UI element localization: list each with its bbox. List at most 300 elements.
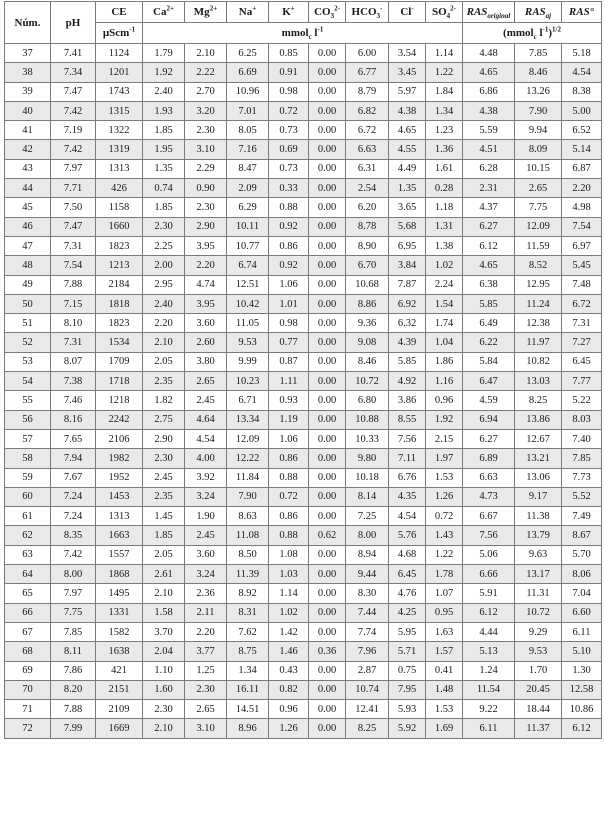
- cell-ras-o: 7.54: [562, 217, 602, 236]
- cell-ras-o: 6.97: [562, 236, 602, 255]
- cell-num: 64: [5, 565, 51, 584]
- cell-ras-aj: 9.53: [515, 642, 562, 661]
- cell-ca: 2.10: [143, 584, 185, 603]
- cell-num: 55: [5, 391, 51, 410]
- cell-num: 72: [5, 719, 51, 738]
- cell-ca: 3.70: [143, 622, 185, 641]
- cell-ph: 8.11: [51, 642, 96, 661]
- cell-num: 61: [5, 507, 51, 526]
- cell-ce: 1453: [96, 487, 143, 506]
- cell-ras-o: 6.52: [562, 121, 602, 140]
- cell-hco3: 6.00: [346, 44, 389, 63]
- cell-ras-original: 4.65: [463, 256, 515, 275]
- cell-na: 11.39: [227, 565, 269, 584]
- cell-ce: 1319: [96, 140, 143, 159]
- header-so4: $SO_4^{2-}$: [426, 2, 463, 23]
- cell-k: 0.82: [269, 680, 309, 699]
- cell-so4: 1.63: [426, 622, 463, 641]
- cell-co3: 0.00: [309, 294, 346, 313]
- cell-co3: 0.00: [309, 410, 346, 429]
- cell-ph: 7.86: [51, 661, 96, 680]
- cell-ras-o: 4.98: [562, 198, 602, 217]
- cell-ras-o: 5.45: [562, 256, 602, 275]
- cell-ras-o: 5.00: [562, 101, 602, 120]
- header-ca: $Ca^{2+}$: [143, 2, 185, 23]
- cell-ras-o: 7.04: [562, 584, 602, 603]
- cell-ras-o: 6.12: [562, 719, 602, 738]
- cell-ca: 2.40: [143, 82, 185, 101]
- cell-ce: 1823: [96, 236, 143, 255]
- cell-num: 59: [5, 468, 51, 487]
- cell-co3: 0.00: [309, 198, 346, 217]
- cell-co3: 0.00: [309, 179, 346, 198]
- cell-ras-o: 5.14: [562, 140, 602, 159]
- table-row: [5, 101, 602, 120]
- cell-ce: 1638: [96, 642, 143, 661]
- header-ras-unit: (mmol$_c$ $l^{-1})^{1/2}$: [463, 23, 602, 44]
- cell-ras-aj: 12.95: [515, 275, 562, 294]
- cell-mg: 2.29: [185, 159, 227, 178]
- cell-ca: 1.79: [143, 44, 185, 63]
- cell-hco3: 8.00: [346, 526, 389, 545]
- cell-ce: 1213: [96, 256, 143, 275]
- cell-cl: 4.68: [389, 545, 426, 564]
- cell-mg: 1.25: [185, 661, 227, 680]
- cell-ce: 1663: [96, 526, 143, 545]
- cell-ce: 426: [96, 179, 143, 198]
- cell-k: 0.93: [269, 391, 309, 410]
- cell-mg: 2.45: [185, 526, 227, 545]
- cell-ras-aj: 11.97: [515, 333, 562, 352]
- cell-ca: 2.05: [143, 545, 185, 564]
- cell-num: 70: [5, 680, 51, 699]
- cell-ras-o: 1.30: [562, 661, 602, 680]
- cell-ras-original: 9.22: [463, 700, 515, 719]
- cell-mg: 3.10: [185, 719, 227, 738]
- cell-ras-o: 8.67: [562, 526, 602, 545]
- table-row: [5, 700, 602, 719]
- cell-co3: 0.00: [309, 372, 346, 391]
- cell-hco3: 8.79: [346, 82, 389, 101]
- cell-ca: 2.30: [143, 217, 185, 236]
- cell-mg: 2.65: [185, 700, 227, 719]
- cell-na: 8.50: [227, 545, 269, 564]
- cell-ce: 421: [96, 661, 143, 680]
- cell-so4: 1.14: [426, 44, 463, 63]
- cell-cl: 7.95: [389, 680, 426, 699]
- cell-so4: 1.18: [426, 198, 463, 217]
- cell-k: 1.46: [269, 642, 309, 661]
- cell-k: 1.06: [269, 275, 309, 294]
- cell-na: 6.69: [227, 63, 269, 82]
- cell-num: 71: [5, 700, 51, 719]
- cell-na: 8.92: [227, 584, 269, 603]
- cell-mg: 3.24: [185, 487, 227, 506]
- header-ras-o: RAS°: [562, 2, 602, 23]
- cell-num: 39: [5, 82, 51, 101]
- cell-hco3: 7.96: [346, 642, 389, 661]
- cell-so4: 1.74: [426, 314, 463, 333]
- cell-num: 68: [5, 642, 51, 661]
- cell-ph: 7.88: [51, 275, 96, 294]
- cell-ca: 2.00: [143, 256, 185, 275]
- cell-ras-o: 6.87: [562, 159, 602, 178]
- cell-na: 8.47: [227, 159, 269, 178]
- cell-na: 16.11: [227, 680, 269, 699]
- cell-co3: 0.00: [309, 429, 346, 448]
- cell-num: 63: [5, 545, 51, 564]
- cell-hco3: 7.25: [346, 507, 389, 526]
- cell-so4: 1.53: [426, 700, 463, 719]
- cell-ras-o: 6.45: [562, 352, 602, 371]
- cell-ce: 2106: [96, 429, 143, 448]
- cell-na: 14.51: [227, 700, 269, 719]
- cell-mg: 2.70: [185, 82, 227, 101]
- cell-hco3: 6.77: [346, 63, 389, 82]
- cell-ph: 7.47: [51, 82, 96, 101]
- cell-mg: 3.80: [185, 352, 227, 371]
- cell-hco3: 7.74: [346, 622, 389, 641]
- cell-ras-aj: 13.17: [515, 565, 562, 584]
- cell-cl: 4.39: [389, 333, 426, 352]
- cell-ce: 1660: [96, 217, 143, 236]
- cell-ras-aj: 9.94: [515, 121, 562, 140]
- cell-ras-original: 5.84: [463, 352, 515, 371]
- cell-ce: 1313: [96, 507, 143, 526]
- cell-ras-o: 6.11: [562, 622, 602, 641]
- cell-hco3: 6.20: [346, 198, 389, 217]
- cell-cl: 6.76: [389, 468, 426, 487]
- cell-co3: 0.00: [309, 507, 346, 526]
- cell-ce: 1743: [96, 82, 143, 101]
- cell-hco3: 6.82: [346, 101, 389, 120]
- cell-cl: 5.92: [389, 719, 426, 738]
- cell-ph: 7.31: [51, 236, 96, 255]
- cell-ca: 2.30: [143, 449, 185, 468]
- cell-cl: 0.75: [389, 661, 426, 680]
- cell-ras-aj: 18.44: [515, 700, 562, 719]
- cell-ras-original: 4.37: [463, 198, 515, 217]
- cell-na: 8.96: [227, 719, 269, 738]
- cell-ras-aj: 7.75: [515, 198, 562, 217]
- cell-ras-original: 2.31: [463, 179, 515, 198]
- cell-so4: 1.86: [426, 352, 463, 371]
- table-row: [5, 159, 602, 178]
- cell-co3: 0.00: [309, 159, 346, 178]
- table-header: [5, 2, 602, 44]
- cell-cl: 4.35: [389, 487, 426, 506]
- header-ce: CE: [96, 2, 143, 23]
- cell-na: 10.42: [227, 294, 269, 313]
- cell-ph: 7.34: [51, 63, 96, 82]
- water-chemistry-table: [4, 1, 602, 739]
- cell-ras-aj: 7.85: [515, 44, 562, 63]
- cell-co3: 0.00: [309, 719, 346, 738]
- cell-ras-o: 7.48: [562, 275, 602, 294]
- cell-ras-o: 8.03: [562, 410, 602, 429]
- cell-co3: 0.00: [309, 140, 346, 159]
- cell-mg: 2.30: [185, 198, 227, 217]
- cell-ras-original: 6.86: [463, 82, 515, 101]
- cell-ce: 1557: [96, 545, 143, 564]
- table-row: [5, 487, 602, 506]
- table-row: [5, 294, 602, 313]
- cell-mg: 4.54: [185, 429, 227, 448]
- cell-so4: 0.41: [426, 661, 463, 680]
- cell-ras-aj: 13.06: [515, 468, 562, 487]
- cell-hco3: 6.63: [346, 140, 389, 159]
- cell-so4: 1.04: [426, 333, 463, 352]
- cell-so4: 1.23: [426, 121, 463, 140]
- cell-ce: 2151: [96, 680, 143, 699]
- cell-k: 0.86: [269, 507, 309, 526]
- cell-na: 7.90: [227, 487, 269, 506]
- cell-hco3: 8.30: [346, 584, 389, 603]
- cell-hco3: 9.36: [346, 314, 389, 333]
- cell-k: 1.26: [269, 719, 309, 738]
- cell-ras-o: 7.40: [562, 429, 602, 448]
- cell-na: 9.53: [227, 333, 269, 352]
- cell-num: 62: [5, 526, 51, 545]
- cell-num: 37: [5, 44, 51, 63]
- cell-cl: 5.71: [389, 642, 426, 661]
- cell-hco3: 6.31: [346, 159, 389, 178]
- cell-ras-original: 6.11: [463, 719, 515, 738]
- cell-ph: 8.20: [51, 680, 96, 699]
- cell-cl: 3.54: [389, 44, 426, 63]
- cell-ras-original: 5.85: [463, 294, 515, 313]
- cell-so4: 1.43: [426, 526, 463, 545]
- cell-ras-aj: 13.03: [515, 372, 562, 391]
- table-row: [5, 333, 602, 352]
- header-cl: Cl-: [389, 2, 426, 23]
- cell-so4: 0.95: [426, 603, 463, 622]
- cell-k: 0.72: [269, 101, 309, 120]
- cell-ras-original: 6.38: [463, 275, 515, 294]
- cell-so4: 1.02: [426, 256, 463, 275]
- cell-ca: 1.60: [143, 680, 185, 699]
- cell-cl: 4.54: [389, 507, 426, 526]
- cell-na: 12.09: [227, 429, 269, 448]
- cell-co3: 0.00: [309, 217, 346, 236]
- cell-num: 43: [5, 159, 51, 178]
- cell-ph: 7.47: [51, 217, 96, 236]
- cell-ce: 1158: [96, 198, 143, 217]
- cell-cl: 5.97: [389, 82, 426, 101]
- cell-ph: 8.00: [51, 565, 96, 584]
- cell-ph: 7.41: [51, 44, 96, 63]
- table-row: [5, 179, 602, 198]
- table-row: [5, 468, 602, 487]
- cell-co3: 0.00: [309, 63, 346, 82]
- cell-ras-aj: 13.21: [515, 449, 562, 468]
- cell-ras-o: 8.06: [562, 565, 602, 584]
- cell-ca: 1.95: [143, 140, 185, 159]
- cell-so4: 1.57: [426, 642, 463, 661]
- cell-ras-aj: 11.31: [515, 584, 562, 603]
- cell-ras-original: 4.48: [463, 44, 515, 63]
- cell-ca: 2.30: [143, 700, 185, 719]
- cell-so4: 0.96: [426, 391, 463, 410]
- cell-ras-original: 6.12: [463, 236, 515, 255]
- cell-ras-o: 5.18: [562, 44, 602, 63]
- table-row: [5, 275, 602, 294]
- cell-ras-aj: 20.45: [515, 680, 562, 699]
- cell-ce: 1495: [96, 584, 143, 603]
- cell-ras-o: 5.52: [562, 487, 602, 506]
- cell-cl: 7.11: [389, 449, 426, 468]
- cell-k: 0.77: [269, 333, 309, 352]
- cell-ras-aj: 13.26: [515, 82, 562, 101]
- cell-hco3: 9.44: [346, 565, 389, 584]
- cell-k: 0.92: [269, 256, 309, 275]
- cell-ras-aj: 2.65: [515, 179, 562, 198]
- table-row: [5, 603, 602, 622]
- header-row-labels: [5, 2, 602, 23]
- cell-ca: 1.92: [143, 63, 185, 82]
- cell-ca: 1.93: [143, 101, 185, 120]
- cell-ce: 1669: [96, 719, 143, 738]
- cell-cl: 6.95: [389, 236, 426, 255]
- cell-ras-o: 2.20: [562, 179, 602, 198]
- cell-k: 0.33: [269, 179, 309, 198]
- cell-so4: 0.28: [426, 179, 463, 198]
- table-row: [5, 680, 602, 699]
- cell-ph: 7.97: [51, 584, 96, 603]
- cell-ras-aj: 8.09: [515, 140, 562, 159]
- cell-co3: 0.00: [309, 603, 346, 622]
- cell-num: 50: [5, 294, 51, 313]
- cell-ras-original: 5.59: [463, 121, 515, 140]
- cell-na: 10.77: [227, 236, 269, 255]
- table-row: [5, 410, 602, 429]
- cell-ras-o: 5.10: [562, 642, 602, 661]
- cell-ce: 1709: [96, 352, 143, 371]
- cell-ras-original: 4.38: [463, 101, 515, 120]
- cell-mg: 4.64: [185, 410, 227, 429]
- table-row: [5, 507, 602, 526]
- cell-co3: 0.00: [309, 622, 346, 641]
- cell-ca: 1.85: [143, 121, 185, 140]
- header-ce-unit: µScm$^{-1}$: [96, 23, 143, 44]
- cell-ras-original: 4.65: [463, 63, 515, 82]
- cell-k: 0.88: [269, 468, 309, 487]
- cell-cl: 4.49: [389, 159, 426, 178]
- cell-mg: 2.30: [185, 121, 227, 140]
- cell-co3: 0.00: [309, 565, 346, 584]
- cell-ce: 1582: [96, 622, 143, 641]
- cell-hco3: 6.70: [346, 256, 389, 275]
- cell-ca: 2.35: [143, 487, 185, 506]
- cell-k: 1.42: [269, 622, 309, 641]
- cell-num: 38: [5, 63, 51, 82]
- cell-ras-o: 7.31: [562, 314, 602, 333]
- cell-ca: 1.10: [143, 661, 185, 680]
- cell-so4: 1.36: [426, 140, 463, 159]
- cell-ras-aj: 9.63: [515, 545, 562, 564]
- cell-ras-original: 6.27: [463, 429, 515, 448]
- cell-mg: 4.74: [185, 275, 227, 294]
- cell-cl: 6.92: [389, 294, 426, 313]
- cell-na: 7.01: [227, 101, 269, 120]
- cell-cl: 6.32: [389, 314, 426, 333]
- cell-ca: 2.20: [143, 314, 185, 333]
- cell-ras-original: 7.56: [463, 526, 515, 545]
- cell-hco3: 10.88: [346, 410, 389, 429]
- cell-ca: 1.85: [143, 198, 185, 217]
- cell-num: 46: [5, 217, 51, 236]
- cell-hco3: 8.46: [346, 352, 389, 371]
- cell-hco3: 6.80: [346, 391, 389, 410]
- cell-ras-o: 7.85: [562, 449, 602, 468]
- cell-num: 69: [5, 661, 51, 680]
- cell-mg: 3.92: [185, 468, 227, 487]
- cell-so4: 1.34: [426, 101, 463, 120]
- cell-na: 13.34: [227, 410, 269, 429]
- cell-k: 1.02: [269, 603, 309, 622]
- cell-na: 1.34: [227, 661, 269, 680]
- cell-co3: 0.00: [309, 101, 346, 120]
- cell-ph: 7.99: [51, 719, 96, 738]
- cell-ras-original: 4.59: [463, 391, 515, 410]
- cell-co3: 0.00: [309, 314, 346, 333]
- cell-na: 8.63: [227, 507, 269, 526]
- cell-cl: 6.45: [389, 565, 426, 584]
- cell-k: 1.14: [269, 584, 309, 603]
- header-k: K+: [269, 2, 309, 23]
- cell-k: 0.98: [269, 82, 309, 101]
- cell-hco3: 10.72: [346, 372, 389, 391]
- table-row: [5, 719, 602, 738]
- cell-so4: 2.24: [426, 275, 463, 294]
- cell-co3: 0.00: [309, 236, 346, 255]
- cell-ras-aj: 12.38: [515, 314, 562, 333]
- table-row: [5, 391, 602, 410]
- cell-ce: 1201: [96, 63, 143, 82]
- cell-ras-original: 1.24: [463, 661, 515, 680]
- cell-ph: 7.42: [51, 140, 96, 159]
- cell-na: 8.05: [227, 121, 269, 140]
- cell-na: 8.31: [227, 603, 269, 622]
- cell-mg: 2.60: [185, 333, 227, 352]
- table-row: [5, 121, 602, 140]
- cell-co3: 0.00: [309, 468, 346, 487]
- cell-mg: 2.10: [185, 44, 227, 63]
- cell-na: 7.62: [227, 622, 269, 641]
- cell-ras-original: 6.47: [463, 372, 515, 391]
- cell-ras-original: 4.73: [463, 487, 515, 506]
- cell-hco3: 10.18: [346, 468, 389, 487]
- cell-cl: 5.76: [389, 526, 426, 545]
- table-row: [5, 526, 602, 545]
- cell-mg: 2.36: [185, 584, 227, 603]
- header-mmol-unit: mmol$_c$ $l^{-1}$: [143, 23, 463, 44]
- cell-k: 1.19: [269, 410, 309, 429]
- cell-ras-o: 12.58: [562, 680, 602, 699]
- cell-ca: 2.35: [143, 372, 185, 391]
- cell-ce: 1818: [96, 294, 143, 313]
- table-row: [5, 622, 602, 641]
- cell-na: 11.08: [227, 526, 269, 545]
- cell-ph: 7.85: [51, 622, 96, 641]
- cell-ce: 1124: [96, 44, 143, 63]
- cell-ph: 7.42: [51, 101, 96, 120]
- cell-ras-original: 6.49: [463, 314, 515, 333]
- cell-so4: 1.97: [426, 449, 463, 468]
- cell-cl: 7.87: [389, 275, 426, 294]
- cell-ras-o: 7.77: [562, 372, 602, 391]
- cell-k: 1.08: [269, 545, 309, 564]
